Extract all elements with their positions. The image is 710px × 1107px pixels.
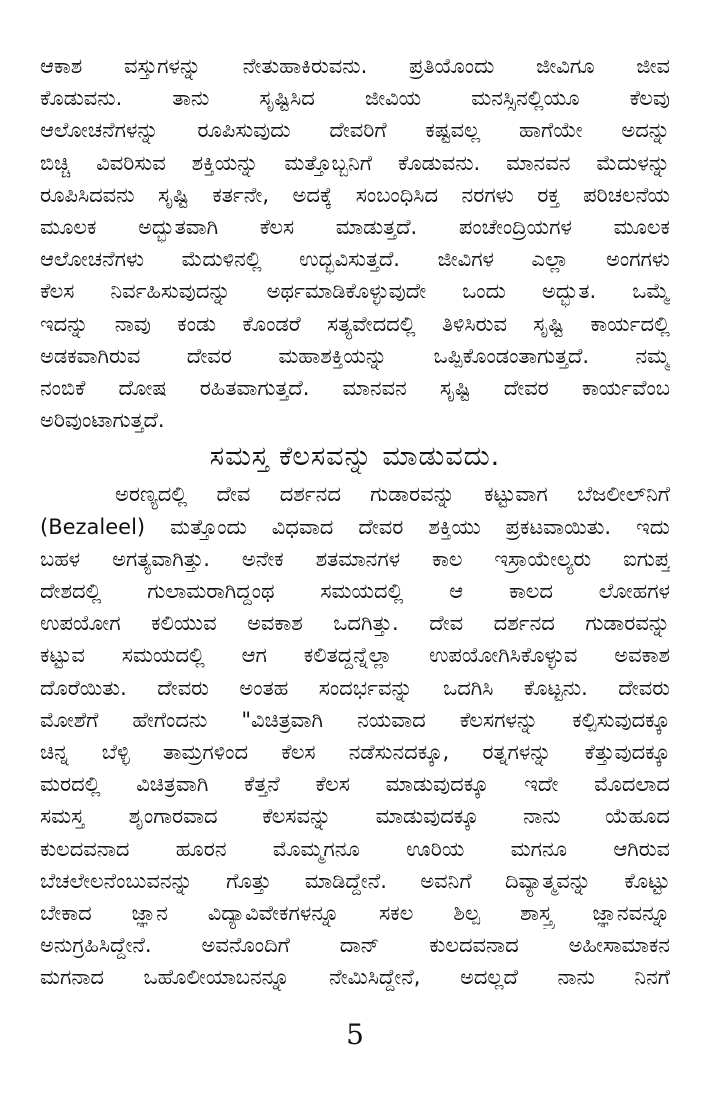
text-line: ಅನುಗ್ರಹಿಸಿದ್ದೇನೆ. ಅವನೊಂದಿಗೆ ದಾನ್ ಕುಲದವನಾದ ಅಹೀಸಾಮಾಕನ bbox=[40, 933, 670, 958]
text-line: ಚಿನ್ನ ಬೆಳ್ಳಿ ತಾಮ್ರಗಳಿಂದ ಕೆಲಸ ನಡೆಸುನದಕ್ಕೂ, ರತ್ನಗಳನ್ನು ಕೆತ್ತುವುದಕ್ಕೂ bbox=[40, 740, 670, 765]
text-line: ಮಗನಾದ ಒಹೊಲೀಯಾಬನನ್ನೂ ನೇಮಿಸಿದ್ದೇನೆ, ಅದಲ್ಲದೆ ನಾನು ನಿನಗೆ bbox=[40, 965, 670, 990]
text-line: ಮೋಶೆಗೆ ಹೇಗೆಂದನು "ವಿಚಿತ್ರವಾಗಿ ನಯವಾದ ಕೆಲಸಗಳನ್ನು ಕಲ್ಪಿಸುವುದಕ್ಕೂ bbox=[40, 707, 670, 732]
paragraph-2 bbox=[40, 478, 670, 993]
text-line: ದೊರೆಯಿತು. ದೇವರು ಅಂತಹ ಸಂದರ್ಭವನ್ನು ಒದಗಿಸಿ ಕೊಟ್ಟನು. ದೇವರು bbox=[40, 675, 670, 700]
text-line: ಮರದಲ್ಲಿ ವಿಚಿತ್ರವಾಗಿ ಕೆತ್ತನೆ ಕೆಲಸ ಮಾಡುವುದಕ್ಕೂ ಇದೇ ಮೊದಲಾದ bbox=[40, 772, 670, 797]
text-line: ಮೂಲಕ ಅದ್ಭುತವಾಗಿ ಕೆಲಸ ಮಾಡುತ್ತದೆ. ಪಂಚೇಂದ್ರಿಯಗಳ ಮೂಲಕ bbox=[40, 215, 670, 240]
text-line: ಕೆಲಸ ನಿರ್ವಹಿಸುವುದನ್ನು ಅರ್ಥಮಾಡಿಕೊಳ್ಳುವುದೇ ಒಂದು ಅದ್ಭುತ. ಒಮ್ಮೆ bbox=[40, 279, 670, 304]
text-line: ಉಪಯೋಗ ಕಲಿಯುವ ಅವಕಾಶ ಒದಗಿತ್ತು. ದೇವ ದರ್ಶನದ ಗುಡಾರವನ್ನು bbox=[40, 611, 670, 636]
text-line: ಬೆಚಲೇಲನೆಂಬುವನನ್ನು ಗೊತ್ತು ಮಾಡಿದ್ದೇನೆ. ಅವನಿಗೆ ದಿವ್ಯಾತ್ಮವನ್ನು ಕೊಟ್ಟು bbox=[40, 868, 670, 893]
text-line: ಬೇಕಾದ ಜ್ಞಾನ ವಿದ್ಯಾವಿವೇಕಗಳನ್ನೂ ಸಕಲ ಶಿಲ್ಪ ಶಾಸ್ತ್ರ ಜ್ಞಾನವನ್ನೂ bbox=[40, 901, 670, 926]
text-line: ದೇಶದಲ್ಲಿ ಗುಲಾಮರಾಗಿದ್ದಂಥ ಸಮಯದಲ್ಲಿ ಆ ಕಾಲದ ಲೋಹಗಳ bbox=[40, 579, 670, 604]
text-line: ಬಹಳ ಅಗತ್ಯವಾಗಿತ್ತು. ಅನೇಕ ಶತಮಾನಗಳ ಕಾಲ ಇಸ್ರಾಯೇಲ್ಯರು ಐಗುಪ್ತ bbox=[40, 546, 670, 571]
text-line: ಆಲೋಚನೆಗಳು ಮೆದುಳಿನಲ್ಲಿ ಉದ್ಭವಿಸುತ್ತದೆ. ಜೀವಿಗಳ ಎಲ್ಲಾ ಅಂಗಗಳು bbox=[40, 247, 670, 272]
text-line: ಸಮಸ್ತ ಶೃಂಗಾರವಾದ ಕೆಲಸವನ್ನು ಮಾಡುವುದಕ್ಕೂ ನಾನು ಯೆಹೂದ bbox=[40, 804, 670, 829]
text-line: ಕೊಡುವನು. ತಾನು ಸೃಷ್ಟಿಸಿದ ಜೀವಿಯ ಮನಸ್ಸಿನಲ್ಲಿಯೂ ಕೆಲವು bbox=[40, 86, 670, 111]
text-line: ಕಟ್ಟುವ ಸಮಯದಲ್ಲಿ ಆಗ ಕಲಿತದ್ದನ್ನೆಲ್ಲಾ ಉಪಯೋಗಿಸಿಕೊಳ್ಳುವ ಅವಕಾಶ bbox=[40, 643, 670, 668]
text-line: ಆಲೋಚನೆಗಳನ್ನು ರೂಪಿಸುವುದು ದೇವರಿಗೆ ಕಷ್ಟವಲ್ಲ ಹಾಗೆಯೇ ಅದನ್ನು bbox=[40, 118, 670, 143]
text-line: ಕುಲದವನಾದ ಹೂರನ ಮೊಮ್ಮಗನೂ ಊರಿಯ ಮಗನೂ ಆಗಿರುವ bbox=[40, 836, 670, 861]
section-heading: ಸಮಸ್ತ ಕೆಲಸವನ್ನು ಮಾಡುವದು. bbox=[209, 441, 501, 473]
text-line: ಅರಣ್ಯದಲ್ಲಿ ದೇವ ದರ್ಶನದ ಗುಡಾರವನ್ನು ಕಟ್ಟುವಾಗ ಬೆಜಲೀಲ್‌ನಿಗೆ bbox=[115, 482, 670, 507]
paragraph-1 bbox=[40, 50, 670, 436]
text-line: ಅರಿವುಂಟಾಗುತ್ತದೆ. bbox=[40, 408, 165, 433]
text-line: ನಂಬಿಕೆ ದೋಷ ರಹಿತವಾಗುತ್ತದೆ. ಮಾನವನ ಸೃಷ್ಟಿ ದೇವರ ಕಾರ್ಯವೆಂಬ bbox=[40, 376, 670, 401]
text-line: ಬಿಚ್ಚಿ ವಿವರಿಸುವ ಶಕ್ತಿಯನ್ನು ಮತ್ತೊಬ್ಬನಿಗೆ ಕೊಡುವನು. ಮಾನವನ ಮೆದುಳನ್ನು bbox=[40, 150, 670, 175]
text-line: ಅಡಕವಾಗಿರುವ ದೇವರ ಮಹಾಶಕ್ತಿಯನ್ನು ಒಪ್ಪಿಕೊಂಡಂತಾಗುತ್ತದೆ. ನಮ್ಮ bbox=[40, 343, 670, 368]
page-number: 5 bbox=[346, 1018, 364, 1051]
text-line: ರೂಪಿಸಿದವನು ಸೃಷ್ಟಿ ಕರ್ತನೇ, ಅದಕ್ಕೆ ಸಂಬಂಧಿಸಿದ ನರಗಳು ರಕ್ತ ಪರಿಚಲನೆಯ bbox=[40, 182, 670, 207]
text-line: ಇದನ್ನು ನಾವು ಕಂಡು ಕೊಂಡರೆ ಸತ್ಯವೇದದಲ್ಲಿ ತಿಳಿಸಿರುವ ಸೃಷ್ಟಿ ಕಾರ್ಯದಲ್ಲಿ bbox=[40, 311, 670, 336]
text-line: ಆಕಾಶ ವಸ್ತುಗಳನ್ನು ನೇತುಹಾಕಿರುವನು. ಪ್ರತಿಯೊಂದು ಜೀವಿಗೂ ಜೀವ bbox=[40, 54, 670, 78]
text-line: (Bezaleel) ಮತ್ತೊಂದು ವಿಧವಾದ ದೇವರ ಶಕ್ತಿಯು ಪ್ರಕಟವಾಯಿತು. ಇದು bbox=[40, 514, 670, 539]
